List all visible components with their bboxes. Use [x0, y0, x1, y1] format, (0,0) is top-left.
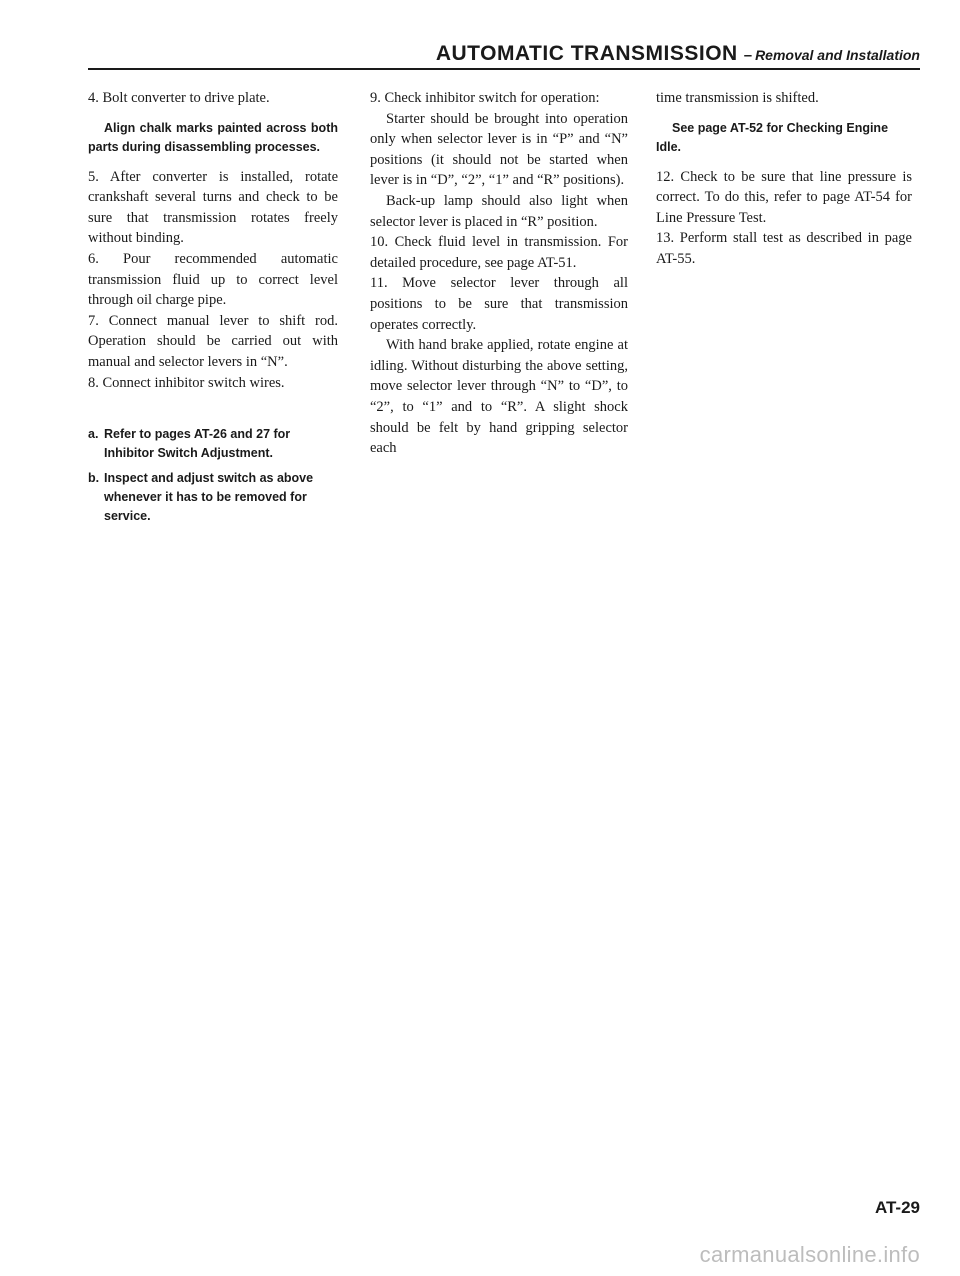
column-left — [88, 88, 338, 526]
step-7: 7. Connect manual lever to shift rod. Operation should be carried out with manual and selector levers in “N”. — [88, 312, 338, 370]
column-middle — [370, 88, 628, 459]
step-5: 5. After converter is installed, rotate crankshaft several turns and check to be sure that transmission rotates freely without binding. — [88, 168, 338, 247]
page-number: AT-29 — [874, 1198, 920, 1217]
notes-list — [88, 425, 338, 526]
step-11: 11. Move selector lever through all positions to be sure that transmission operates correctly. — [370, 275, 628, 333]
step-13: 13. Perform stall test as described in page AT-55. — [656, 230, 912, 267]
step-8: 8. Connect inhibitor switch wires. — [88, 374, 285, 391]
step-9: 9. Check inhibitor switch for operation: — [370, 90, 600, 106]
header-dash: – — [743, 47, 753, 64]
watermark-text: carmanualsonline.info — [699, 1242, 920, 1267]
step-12: 12. Check to be sure that line pressure is correct. To do this, refer to page AT-54 for Line Pressure Test. — [656, 168, 912, 226]
step-9-starter: Starter should be brought into operation only when selector lever is in “P” and “N” positions (it should not be started when lever is in “D”, “2”, “1” and “R” positions). — [370, 110, 628, 189]
note-text: Inspect and adjust switch as above whenever it has to be removed for service. — [104, 471, 314, 524]
note-align-marks: Align chalk marks painted across both parts during disassembling processes. — [88, 120, 338, 154]
note-text: Refer to pages AT-26 and 27 for Inhibitor Switch Adjustment. — [104, 427, 291, 461]
step-10: 10. Check fluid level in transmission. For detailed procedure, see page AT-51. — [370, 234, 628, 271]
note-engine-idle: See page AT-52 for Checking Engine Idle. — [656, 120, 889, 154]
continued-text: time transmission is shifted. — [656, 90, 819, 106]
page-header — [88, 42, 920, 68]
header-title: AUTOMATIC TRANSMISSION — [435, 42, 738, 65]
note-marker: a. — [88, 427, 99, 442]
note-item-a — [88, 425, 338, 463]
header-rule — [88, 68, 920, 70]
step-6: 6. Pour recommended automatic transmission fluid up to correct level through oil charge pipe. — [88, 250, 338, 309]
step-4: 4. Bolt converter to drive plate. — [88, 90, 270, 106]
step-9-backup-lamp: Back-up lamp should also light when selector lever is placed in “R” position. — [370, 192, 628, 230]
column-right — [656, 88, 912, 270]
step-11-detail: With hand brake applied, rotate engine at idling. Without disturbing the above setting, move selector lever through “N” to “D”, to “2”, to “1” and to “R”. A slight shock should be felt by hand gripping selector each — [370, 337, 628, 457]
note-item-b — [88, 469, 338, 526]
header-text — [436, 42, 920, 66]
note-marker: b. — [88, 471, 100, 486]
header-subtitle: Removal and Installation — [755, 47, 920, 63]
